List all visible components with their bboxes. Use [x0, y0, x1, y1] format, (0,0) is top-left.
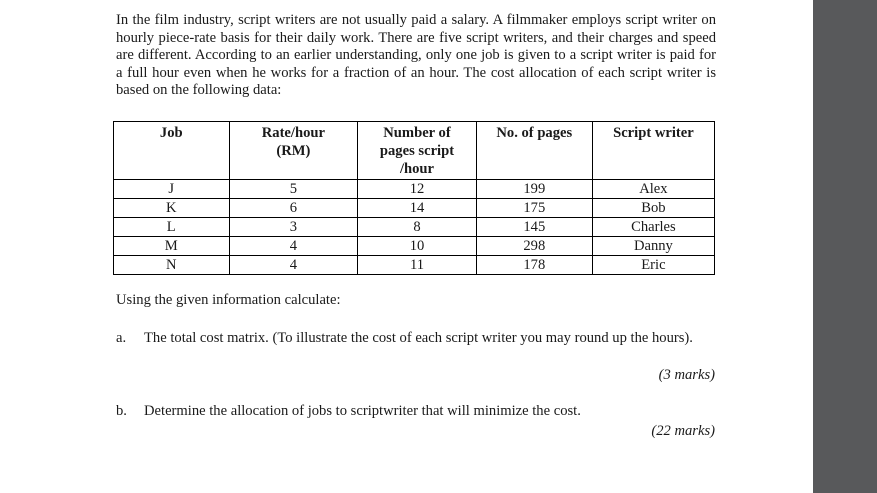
cell-rate: 6 [229, 199, 358, 218]
cell-no-of-pages: 145 [476, 218, 592, 237]
cell-pages-per-hour: 11 [358, 256, 477, 275]
header-script-writer-line: Script writer [613, 125, 694, 141]
cell-no-of-pages: 298 [476, 237, 592, 256]
cell-script-writer: Danny [592, 237, 714, 256]
table-row [114, 199, 715, 218]
header-no-of-pages [476, 122, 592, 180]
header-pages-per-hour-line-2: pages script [379, 143, 455, 159]
cell-pages-per-hour: 10 [358, 237, 477, 256]
cell-job: N [114, 256, 230, 275]
cell-script-writer: Alex [592, 180, 714, 199]
cell-script-writer: Bob [592, 199, 714, 218]
cell-job: K [114, 199, 230, 218]
header-pages-per-hour [358, 122, 477, 180]
header-rate-line-1: Rate/hour [261, 125, 325, 141]
header-rate [229, 122, 358, 180]
script-writer-table [113, 121, 715, 275]
header-job [114, 122, 230, 180]
question-b-marks: (22 marks) [651, 423, 715, 439]
intro-paragraph: In the film industry, script writers are not usually paid a salary. A filmmaker employs script writer on hourly piece-rate basis for their daily work. There are five script writers, and their charges and speed are different. According to an earlier understanding, only one job is given to a script writer is paid for a full hour even when he works for a fraction of an hour. The cost allocation of each script writer is based on the following data: [116, 12, 716, 99]
cell-pages-per-hour: 8 [358, 218, 477, 237]
question-a-label: a. [116, 330, 127, 346]
header-job-line: Job [159, 125, 183, 141]
cell-script-writer: Eric [592, 256, 714, 275]
question-b-label: b. [116, 403, 127, 419]
header-pages-per-hour-line-3: /hour [399, 161, 435, 177]
cell-rate: 3 [229, 218, 358, 237]
viewer-gutter [813, 0, 877, 493]
table-row [114, 256, 715, 275]
cell-pages-per-hour: 14 [358, 199, 477, 218]
cell-pages-per-hour: 12 [358, 180, 477, 199]
header-no-of-pages-line: No. of pages [496, 125, 573, 141]
instruction-text: Using the given information calculate: [116, 292, 341, 308]
cell-job: J [114, 180, 230, 199]
cell-job: M [114, 237, 230, 256]
cell-script-writer: Charles [592, 218, 714, 237]
table-row [114, 180, 715, 199]
question-b-text: Determine the allocation of jobs to scriptwriter that will minimize the cost. [144, 403, 581, 419]
cell-rate: 4 [229, 237, 358, 256]
cell-no-of-pages: 178 [476, 256, 592, 275]
cell-rate: 4 [229, 256, 358, 275]
cell-no-of-pages: 199 [476, 180, 592, 199]
cell-job: L [114, 218, 230, 237]
table-row [114, 237, 715, 256]
question-a-text: The total cost matrix. (To illustrate the cost of each script writer you may round up the hours). [144, 330, 693, 346]
header-pages-per-hour-line-1: Number of [383, 125, 451, 141]
table-row [114, 218, 715, 237]
header-rate-line-2: (RM) [276, 143, 311, 159]
table-header-row [114, 122, 715, 180]
cell-rate: 5 [229, 180, 358, 199]
cell-no-of-pages: 175 [476, 199, 592, 218]
question-a-marks: (3 marks) [658, 367, 715, 383]
question-a [116, 330, 716, 370]
question-b [116, 403, 716, 423]
header-script-writer [592, 122, 714, 180]
